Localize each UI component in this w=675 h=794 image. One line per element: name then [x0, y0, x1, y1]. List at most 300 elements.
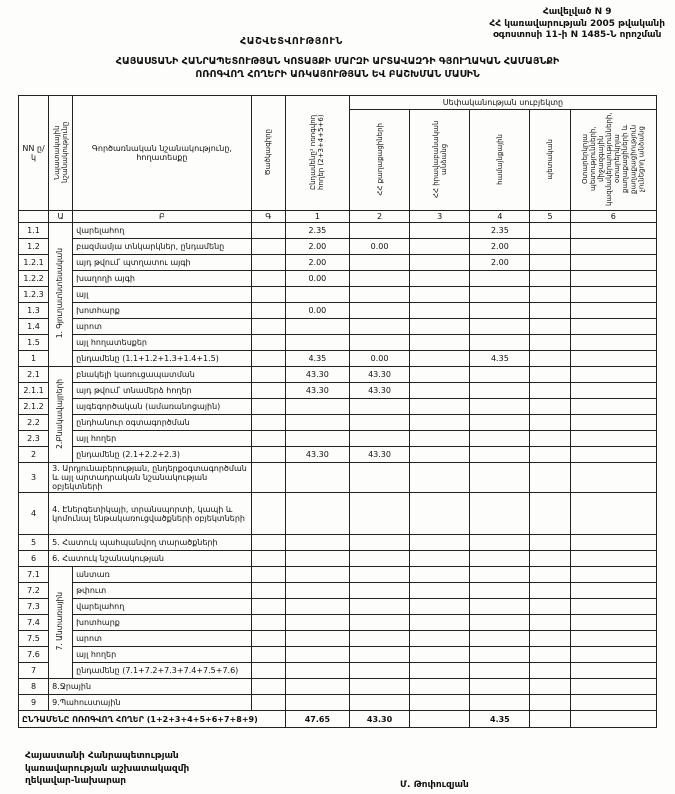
row-number: 7.3	[19, 599, 49, 615]
code-cell	[251, 431, 285, 447]
value-cell	[530, 679, 570, 695]
table-row	[19, 463, 657, 493]
value-cell: 4.35	[470, 351, 530, 367]
row-number: 1.5	[19, 335, 49, 351]
col-header-ownership: Սեփականության սուբյեկտը	[349, 96, 656, 110]
table-row	[19, 287, 657, 303]
code-cell	[251, 647, 285, 663]
value-cell	[285, 551, 349, 567]
value-cell	[410, 239, 470, 255]
title-line: ՈՌՈԳՎՈՂ ՀՈՂԵՐԻ ԱՌԿԱՅՈՒԹՅԱՆ ԵՎ ԲԱՇԽՄԱՆ ՄԱՍԻՆ	[195, 68, 480, 80]
value-cell	[410, 463, 470, 493]
value-cell	[349, 271, 409, 287]
value-cell	[470, 431, 530, 447]
value-cell	[570, 319, 656, 335]
table-row	[19, 447, 657, 463]
value-cell	[285, 287, 349, 303]
signer-line: Հայաստանի Հանրապետության	[25, 751, 179, 761]
row-number: 2.1.2	[19, 399, 49, 415]
category-cell	[49, 567, 73, 679]
value-cell	[530, 663, 570, 679]
table-row	[19, 271, 657, 287]
value-cell	[349, 303, 409, 319]
value-cell	[410, 493, 470, 535]
value-cell: 0.00	[285, 271, 349, 287]
value-cell	[410, 695, 470, 711]
value-cell	[470, 663, 530, 679]
col-header-total-label: Ընդամենը¹ ոռոգվող հողեր (2+3+4+5+6)	[309, 114, 326, 190]
value-cell	[410, 447, 470, 463]
value-cell: 43.30	[349, 367, 409, 383]
col-number: 6	[570, 211, 656, 223]
value-cell	[530, 551, 570, 567]
value-cell	[410, 319, 470, 335]
value-cell	[530, 535, 570, 551]
row-label: այլ	[73, 287, 252, 303]
row-label: այդ թվում՝ պտղատու այգի	[73, 255, 252, 271]
value-cell	[410, 367, 470, 383]
value-cell	[285, 599, 349, 615]
value-cell: 43.30	[349, 383, 409, 399]
row-label: արոտ	[73, 319, 252, 335]
value-cell	[570, 447, 656, 463]
col-header-code	[251, 96, 285, 211]
code-cell	[251, 695, 285, 711]
value-cell	[410, 647, 470, 663]
value-cell	[470, 647, 530, 663]
row-number: 7.4	[19, 615, 49, 631]
value-cell	[570, 663, 656, 679]
row-label: վարելահող	[73, 599, 252, 615]
code-cell	[251, 583, 285, 599]
code-cell	[251, 399, 285, 415]
row-label: անտառ	[73, 567, 252, 583]
value-cell	[530, 493, 570, 535]
value-cell	[530, 567, 570, 583]
value-cell	[349, 319, 409, 335]
value-cell	[285, 463, 349, 493]
row-number: 7.6	[19, 647, 49, 663]
value-cell: 0.00	[349, 239, 409, 255]
value-cell	[410, 383, 470, 399]
value-cell: 2.00	[470, 255, 530, 271]
code-cell	[251, 335, 285, 351]
code-cell	[251, 415, 285, 431]
code-cell	[251, 447, 285, 463]
code-cell	[251, 383, 285, 399]
row-label: այլ հողատեսքեր	[73, 335, 252, 351]
appendix-block	[489, 7, 665, 42]
code-cell	[251, 551, 285, 567]
table-row	[19, 223, 657, 239]
value-cell: 2.00	[285, 255, 349, 271]
value-cell: 2.00	[285, 239, 349, 255]
value-cell	[349, 551, 409, 567]
value-cell	[349, 335, 409, 351]
value-cell	[530, 615, 570, 631]
table-row	[19, 615, 657, 631]
value-cell	[410, 567, 470, 583]
value-cell: 47.65	[285, 711, 349, 728]
code-cell	[251, 303, 285, 319]
value-cell	[530, 255, 570, 271]
table-row	[19, 351, 657, 367]
report-table	[18, 95, 657, 728]
row-label: ընդամենը (2.1+2.2+2.3)	[73, 447, 252, 463]
owner-label: Օտարերկրյա պետությունների, միջազգային կազմակերպությունների, օտարերկրյա քաղաքացիների և քաղաքացիություն չունեցող անձանց	[581, 112, 646, 206]
value-cell	[410, 255, 470, 271]
value-cell	[410, 615, 470, 631]
row-label: 4. Էներգետիկայի, տրանսպորտի, կապի և կոմունալ ենթակառուցվածքների օբյեկտների	[49, 493, 252, 535]
table-row	[19, 631, 657, 647]
value-cell	[349, 415, 409, 431]
table-row	[19, 599, 657, 615]
report-table-body	[19, 223, 657, 728]
col-header-nn: NN ը/կ	[19, 96, 49, 211]
row-number: 2.1	[19, 367, 49, 383]
row-number: 1.2	[19, 239, 49, 255]
value-cell	[285, 431, 349, 447]
value-cell	[570, 303, 656, 319]
code-cell	[251, 631, 285, 647]
value-cell	[530, 335, 570, 351]
value-cell	[530, 303, 570, 319]
table-row	[19, 239, 657, 255]
value-cell	[349, 583, 409, 599]
category-group-label: 2.Բնակավայրերի	[55, 378, 65, 449]
col-number: 5	[530, 211, 570, 223]
col-header-owner-legal	[410, 110, 470, 211]
value-cell	[285, 647, 349, 663]
col-number	[19, 211, 49, 223]
row-number: 3	[19, 463, 49, 493]
col-number: 4	[470, 211, 530, 223]
value-cell	[349, 431, 409, 447]
col-number: Գ	[251, 211, 285, 223]
value-cell	[410, 711, 470, 728]
row-number: 2.2	[19, 415, 49, 431]
category-cell	[49, 223, 73, 367]
row-number: 1.1	[19, 223, 49, 239]
value-cell	[530, 239, 570, 255]
row-number: 1.2.1	[19, 255, 49, 271]
value-cell	[349, 493, 409, 535]
row-number: 1.3	[19, 303, 49, 319]
value-cell	[570, 615, 656, 631]
table-row	[19, 399, 657, 415]
code-cell	[251, 287, 285, 303]
table-row	[19, 431, 657, 447]
value-cell	[470, 447, 530, 463]
value-cell	[530, 647, 570, 663]
col-header-category-label: Նպատակային նշանակությունը	[52, 121, 69, 183]
row-label: ընդամենը (7.1+7.2+7.3+7.4+7.5+7.6)	[73, 663, 252, 679]
value-cell	[285, 535, 349, 551]
value-cell	[570, 223, 656, 239]
row-number: 7	[19, 663, 49, 679]
table-row	[19, 415, 657, 431]
value-cell	[349, 223, 409, 239]
value-cell	[570, 711, 656, 728]
value-cell	[530, 287, 570, 303]
col-number: 1	[285, 211, 349, 223]
value-cell	[470, 567, 530, 583]
value-cell	[570, 271, 656, 287]
owner-label: ՀՀ քաղաքացիների	[375, 122, 384, 196]
value-cell	[349, 255, 409, 271]
value-cell	[530, 463, 570, 493]
col-header-total	[285, 96, 349, 211]
value-cell	[570, 335, 656, 351]
code-cell	[251, 599, 285, 615]
signer-line: ղեկավար-նախարար	[25, 776, 127, 787]
value-cell	[410, 415, 470, 431]
signer-name: Մ. Թոփուզյան	[400, 780, 469, 790]
value-cell	[570, 431, 656, 447]
row-number: 1.4	[19, 319, 49, 335]
value-cell	[410, 583, 470, 599]
value-cell: 2.35	[470, 223, 530, 239]
header-row-top	[19, 96, 657, 110]
document-title	[0, 56, 675, 82]
table-row	[19, 567, 657, 583]
table-row	[19, 319, 657, 335]
value-cell	[570, 287, 656, 303]
owner-label: համայնքային	[495, 133, 504, 185]
owner-label: պետական	[546, 138, 554, 180]
code-cell	[251, 463, 285, 493]
value-cell	[285, 679, 349, 695]
value-cell	[570, 551, 656, 567]
owner-label: ՀՀ իրավաբանական անձանց	[431, 120, 448, 198]
code-cell	[251, 351, 285, 367]
value-cell: 0.00	[285, 303, 349, 319]
value-cell	[410, 271, 470, 287]
value-cell	[470, 463, 530, 493]
value-cell	[570, 599, 656, 615]
table-row	[19, 303, 657, 319]
code-cell	[251, 615, 285, 631]
table-row	[19, 695, 657, 711]
table-row	[19, 493, 657, 535]
value-cell	[570, 567, 656, 583]
value-cell	[470, 335, 530, 351]
value-cell	[570, 239, 656, 255]
value-cell	[470, 583, 530, 599]
value-cell	[530, 351, 570, 367]
row-number: 9	[19, 695, 49, 711]
value-cell: 4.35	[285, 351, 349, 367]
value-cell	[349, 567, 409, 583]
value-cell: 43.30	[285, 447, 349, 463]
value-cell	[470, 383, 530, 399]
value-cell: 2.00	[470, 239, 530, 255]
value-cell: 2.35	[285, 223, 349, 239]
value-cell	[530, 695, 570, 711]
value-cell	[470, 631, 530, 647]
value-cell	[349, 663, 409, 679]
title-line: ՀԱՅԱՍՏԱՆԻ ՀԱՆՐԱՊԵՏՈՒԹՅԱՆ ԿՈՏԱՅՔԻ ՄԱՐԶԻ ԱՐՏԱՎԱԶԴԻ ԳՅՈՒՂԱԿԱՆ ՀԱՄԱՅՆՔԻ	[115, 56, 560, 67]
value-cell	[285, 631, 349, 647]
value-cell	[410, 535, 470, 551]
row-label: այդ թվում՝ տնամերձ հողեր	[73, 383, 252, 399]
row-label: բազմամյա տնկարկներ, ընդամենը	[73, 239, 252, 255]
value-cell	[470, 287, 530, 303]
value-cell	[570, 463, 656, 493]
value-cell	[349, 463, 409, 493]
value-cell: 43.30	[285, 367, 349, 383]
value-cell	[570, 695, 656, 711]
value-cell	[470, 551, 530, 567]
code-cell	[251, 367, 285, 383]
value-cell	[470, 695, 530, 711]
row-label: բնակելի կառուցապատման	[73, 367, 252, 383]
value-cell	[410, 399, 470, 415]
value-cell	[570, 367, 656, 383]
code-cell	[251, 239, 285, 255]
row-number: 2	[19, 447, 49, 463]
value-cell	[410, 599, 470, 615]
value-cell	[570, 383, 656, 399]
value-cell	[530, 367, 570, 383]
table-row	[19, 663, 657, 679]
row-number: 2.1.1	[19, 383, 49, 399]
appendix-line: օգոստոսի 11-ի N 1485-Ն որոշման	[493, 30, 662, 41]
row-number: 5	[19, 535, 49, 551]
value-cell	[530, 399, 570, 415]
appendix-line: ՀՀ կառավարության 2005 թվականի	[489, 18, 665, 29]
col-header-owner-state	[530, 110, 570, 211]
category-group-label: 7. Անտառային	[55, 592, 65, 651]
value-cell	[410, 287, 470, 303]
value-cell	[470, 615, 530, 631]
value-cell	[410, 663, 470, 679]
value-cell	[470, 319, 530, 335]
value-cell: 4.35	[470, 711, 530, 728]
value-cell	[410, 679, 470, 695]
row-label: 3. Արդյունաբերության, ընդերքօգտագործման և այլ արտադրական նշանակության օբյեկտների	[49, 463, 252, 493]
value-cell	[285, 695, 349, 711]
grand-total-row	[19, 711, 657, 728]
col-number: Բ	[73, 211, 252, 223]
value-cell: 43.30	[285, 383, 349, 399]
row-label: 8.Ջրային	[49, 679, 252, 695]
row-number: 2.3	[19, 431, 49, 447]
row-number: 1.2.3	[19, 287, 49, 303]
value-cell	[570, 535, 656, 551]
value-cell	[470, 599, 530, 615]
value-cell	[470, 271, 530, 287]
row-label: խոտհարք	[73, 303, 252, 319]
value-cell	[285, 567, 349, 583]
row-label: այլ հողեր	[73, 431, 252, 447]
table-row	[19, 255, 657, 271]
value-cell	[285, 319, 349, 335]
row-label: արոտ	[73, 631, 252, 647]
value-cell	[570, 255, 656, 271]
code-cell	[251, 535, 285, 551]
row-label: թփուտ	[73, 583, 252, 599]
header-row-numbers	[19, 211, 657, 223]
value-cell	[470, 679, 530, 695]
value-cell	[349, 399, 409, 415]
table-row	[19, 583, 657, 599]
row-number: 7.1	[19, 567, 49, 583]
row-number: 4	[19, 493, 49, 535]
row-label: այլ հողեր	[73, 647, 252, 663]
grand-total-label: ԸՆԴԱՄԵՆԸ ՈՌՈԳՎՈՂ ՀՈՂԵՐ (1+2+3+4+5+6+7+8+9)	[19, 711, 286, 728]
col-header-owner-citizens	[349, 110, 409, 211]
code-cell	[251, 223, 285, 239]
value-cell	[349, 647, 409, 663]
row-label: 6. Հատուկ նշանակության	[49, 551, 252, 567]
value-cell	[570, 631, 656, 647]
value-cell	[570, 351, 656, 367]
value-cell	[349, 695, 409, 711]
code-cell	[251, 271, 285, 287]
value-cell	[570, 415, 656, 431]
value-cell	[530, 583, 570, 599]
value-cell	[530, 599, 570, 615]
value-cell	[470, 415, 530, 431]
value-cell	[570, 647, 656, 663]
col-header-category	[49, 96, 73, 211]
row-number: 7.2	[19, 583, 49, 599]
value-cell	[410, 303, 470, 319]
row-label: վարելահող	[73, 223, 252, 239]
row-label: այգեգործական (ամառանոցային)	[73, 399, 252, 415]
value-cell	[285, 663, 349, 679]
code-cell	[251, 679, 285, 695]
value-cell	[530, 415, 570, 431]
col-header-code-label: Ծածկագիրը	[264, 128, 273, 176]
value-cell: 43.30	[349, 711, 409, 728]
value-cell	[349, 287, 409, 303]
value-cell	[349, 599, 409, 615]
table-row	[19, 647, 657, 663]
value-cell: 43.30	[349, 447, 409, 463]
row-number: 6	[19, 551, 49, 567]
value-cell	[470, 367, 530, 383]
table-row	[19, 551, 657, 567]
value-cell	[285, 399, 349, 415]
value-cell	[470, 303, 530, 319]
value-cell	[349, 631, 409, 647]
value-cell	[285, 415, 349, 431]
row-number: 8	[19, 679, 49, 695]
appendix-line: Հավելված N 9	[542, 7, 612, 17]
row-label: ընդհանուր օգտագործման	[73, 415, 252, 431]
report-label: ՀԱՇՎԵՏՎՈՒԹՅՈՒՆ	[240, 36, 343, 47]
value-cell: 0.00	[349, 351, 409, 367]
row-label: 5. Հատուկ պահպանվող տարածքների	[49, 535, 252, 551]
row-number: 1	[19, 351, 49, 367]
value-cell	[570, 583, 656, 599]
value-cell	[285, 615, 349, 631]
value-cell	[570, 399, 656, 415]
value-cell	[470, 399, 530, 415]
value-cell	[470, 535, 530, 551]
value-cell	[285, 335, 349, 351]
value-cell	[285, 583, 349, 599]
value-cell	[410, 631, 470, 647]
value-cell	[530, 431, 570, 447]
col-header-functional: Գործառնական նշանակությունը, հողատեսքը	[73, 96, 252, 211]
value-cell	[349, 615, 409, 631]
category-group-label: 1. Գյուղատնտեսական	[55, 248, 65, 339]
value-cell	[570, 493, 656, 535]
value-cell	[570, 679, 656, 695]
